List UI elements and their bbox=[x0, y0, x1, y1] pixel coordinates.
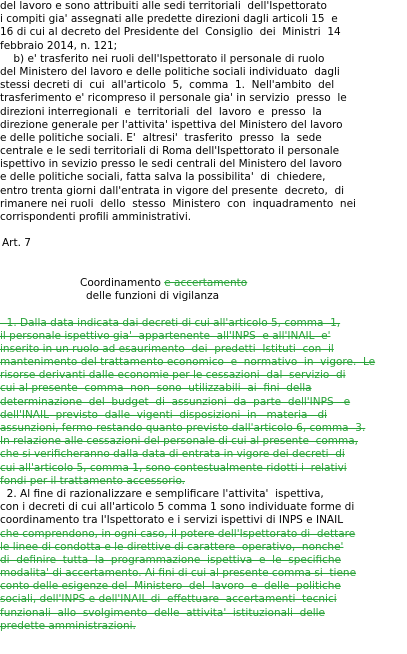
article-title-line2: delle funzioni di vigilanza bbox=[86, 290, 220, 303]
text-line: del lavoro e sono attribuiti alle sedi territoriali dell'Ispettorato bbox=[0, 0, 327, 12]
text-line: 2. Al fine di razionalizzare e semplificare l'attivita' ispettiva, bbox=[0, 487, 324, 500]
spacer bbox=[0, 303, 407, 316]
article-title-text: Coordinamento bbox=[80, 276, 165, 289]
paragraph-2 bbox=[0, 488, 407, 633]
text-line: febbraio 2014, n. 121; bbox=[0, 39, 118, 52]
deleted-line: sociali, dell'INPS e dell'INAIL di effettuare accertamenti tecnici bbox=[0, 593, 337, 606]
deleted-line: che si verificheranno dalla data di entrata in vigore dei decreti di bbox=[0, 448, 345, 461]
text-line: trasferimento e' ricompreso il personale gia' in servizio presso le bbox=[0, 92, 347, 105]
deleted-line: assunzioni, fermo restando quanto previsto dall'articolo 6, comma 3. bbox=[0, 422, 366, 434]
deleted-line: conto delle esigenze del Ministero del lavoro e delle politiche bbox=[0, 580, 341, 593]
spacer bbox=[0, 264, 407, 277]
text-line: b) e' trasferito nei ruoli dell'Ispettorato il personale di ruolo bbox=[0, 52, 325, 65]
text-line: direzioni interregionali e territoriali del lavoro e presso la bbox=[0, 105, 322, 118]
text-line: 16 di cui al decreto del Presidente del Consiglio dei Ministri 14 bbox=[0, 26, 341, 39]
text-line: i compiti gia' assegnati alle predette direzioni dagli articoli 15 e bbox=[0, 13, 338, 26]
deleted-line: il personale ispettivo gia' appartenente all'INPS e all'INAIL e' bbox=[0, 329, 331, 342]
deleted-line: inserito in un ruolo ad esaurimento dei predetti Istituti con il bbox=[0, 342, 334, 355]
text-line: e delle politiche sociali, fatta salva la possibilita' di chiedere, bbox=[0, 171, 326, 184]
text-line: rimanere nei ruoli dello stesso Ministero con inquadramento nei bbox=[0, 197, 356, 210]
deleted-line: modalita' di accertamento. Ai fini di cui al presente comma si tiene bbox=[0, 567, 357, 580]
text-line: ispettivo in sevizio presso le sedi centrali del Ministero del lavoro bbox=[0, 158, 342, 171]
deleted-line: le linee di condotta e le direttive di carattere operativo, nonche' bbox=[0, 540, 344, 553]
deleted-line: predette amministrazioni. bbox=[0, 619, 136, 632]
deleted-line: determinazione del budget di assunzioni da parte dell'INPS e bbox=[0, 395, 351, 408]
spacer bbox=[0, 251, 407, 264]
deleted-line: di definire tutta la programmazione ispettiva e le specifiche bbox=[0, 553, 342, 566]
deleted-line: cui all'articolo 5, comma 1, sono contestualmente ridotti i relativi bbox=[0, 461, 347, 474]
text-line: centrale e le sedi territoriali di Roma dell'Ispettorato il personale bbox=[0, 145, 340, 158]
text-line: direzione generale per l'attivita' ispettiva del Ministero del lavoro bbox=[0, 118, 343, 131]
article-heading: Art. 7 bbox=[2, 237, 31, 250]
text-line: e delle politiche sociali. E' altresi' trasferito presso la sede bbox=[0, 131, 322, 144]
article-title-deleted-text: e accertamento bbox=[164, 276, 248, 289]
text-line: corrispondenti profili amministrativi. bbox=[0, 211, 192, 223]
text-line: stessi decreti di cui all'articolo 5, comma 1. Nell'ambito del bbox=[0, 79, 335, 92]
deleted-line: funzionali allo svolgimento delle attivita' istituzionali delle bbox=[0, 606, 325, 619]
text-line: coordinamento tra l'Ispettorato e i servizi ispettivi di INPS e INAIL bbox=[0, 514, 344, 527]
deleted-line: cui al presente comma non sono utilizzabili ai fini della bbox=[0, 382, 312, 395]
text-line: del Ministero del lavoro e delle politiche sociali individuato dagli bbox=[0, 65, 340, 78]
spacer bbox=[0, 224, 407, 237]
article-title bbox=[80, 277, 407, 290]
deleted-line: In relazione alle cessazioni del personale di cui al presente comma, bbox=[0, 435, 359, 448]
text-line: entro trenta giorni dall'entrata in vigore del presente decreto, di bbox=[0, 184, 345, 197]
deleted-line: 1. Dalla data indicata dai decreti di cui all'articolo 5, comma 1, bbox=[0, 316, 341, 329]
section-intro bbox=[0, 0, 407, 224]
deleted-line: mantenimento del trattamento economico e normativo in vigore. Le bbox=[0, 356, 376, 369]
deleted-line: risorse derivanti dalle economie per le cessazioni dal servizio di bbox=[0, 369, 346, 382]
deleted-line: dell'INAIL previsto dalle vigenti disposizioni in materia di bbox=[0, 408, 328, 421]
text-line: con i decreti di cui all'articolo 5 comma 1 sono individuate forme di bbox=[0, 501, 355, 514]
deleted-line: che comprendono, in ogni caso, il potere dell'Ispettorato di dettare bbox=[0, 527, 356, 540]
paragraph-1-deleted bbox=[0, 317, 407, 488]
deleted-line: fondi per il trattamento accessorio. bbox=[0, 474, 186, 487]
